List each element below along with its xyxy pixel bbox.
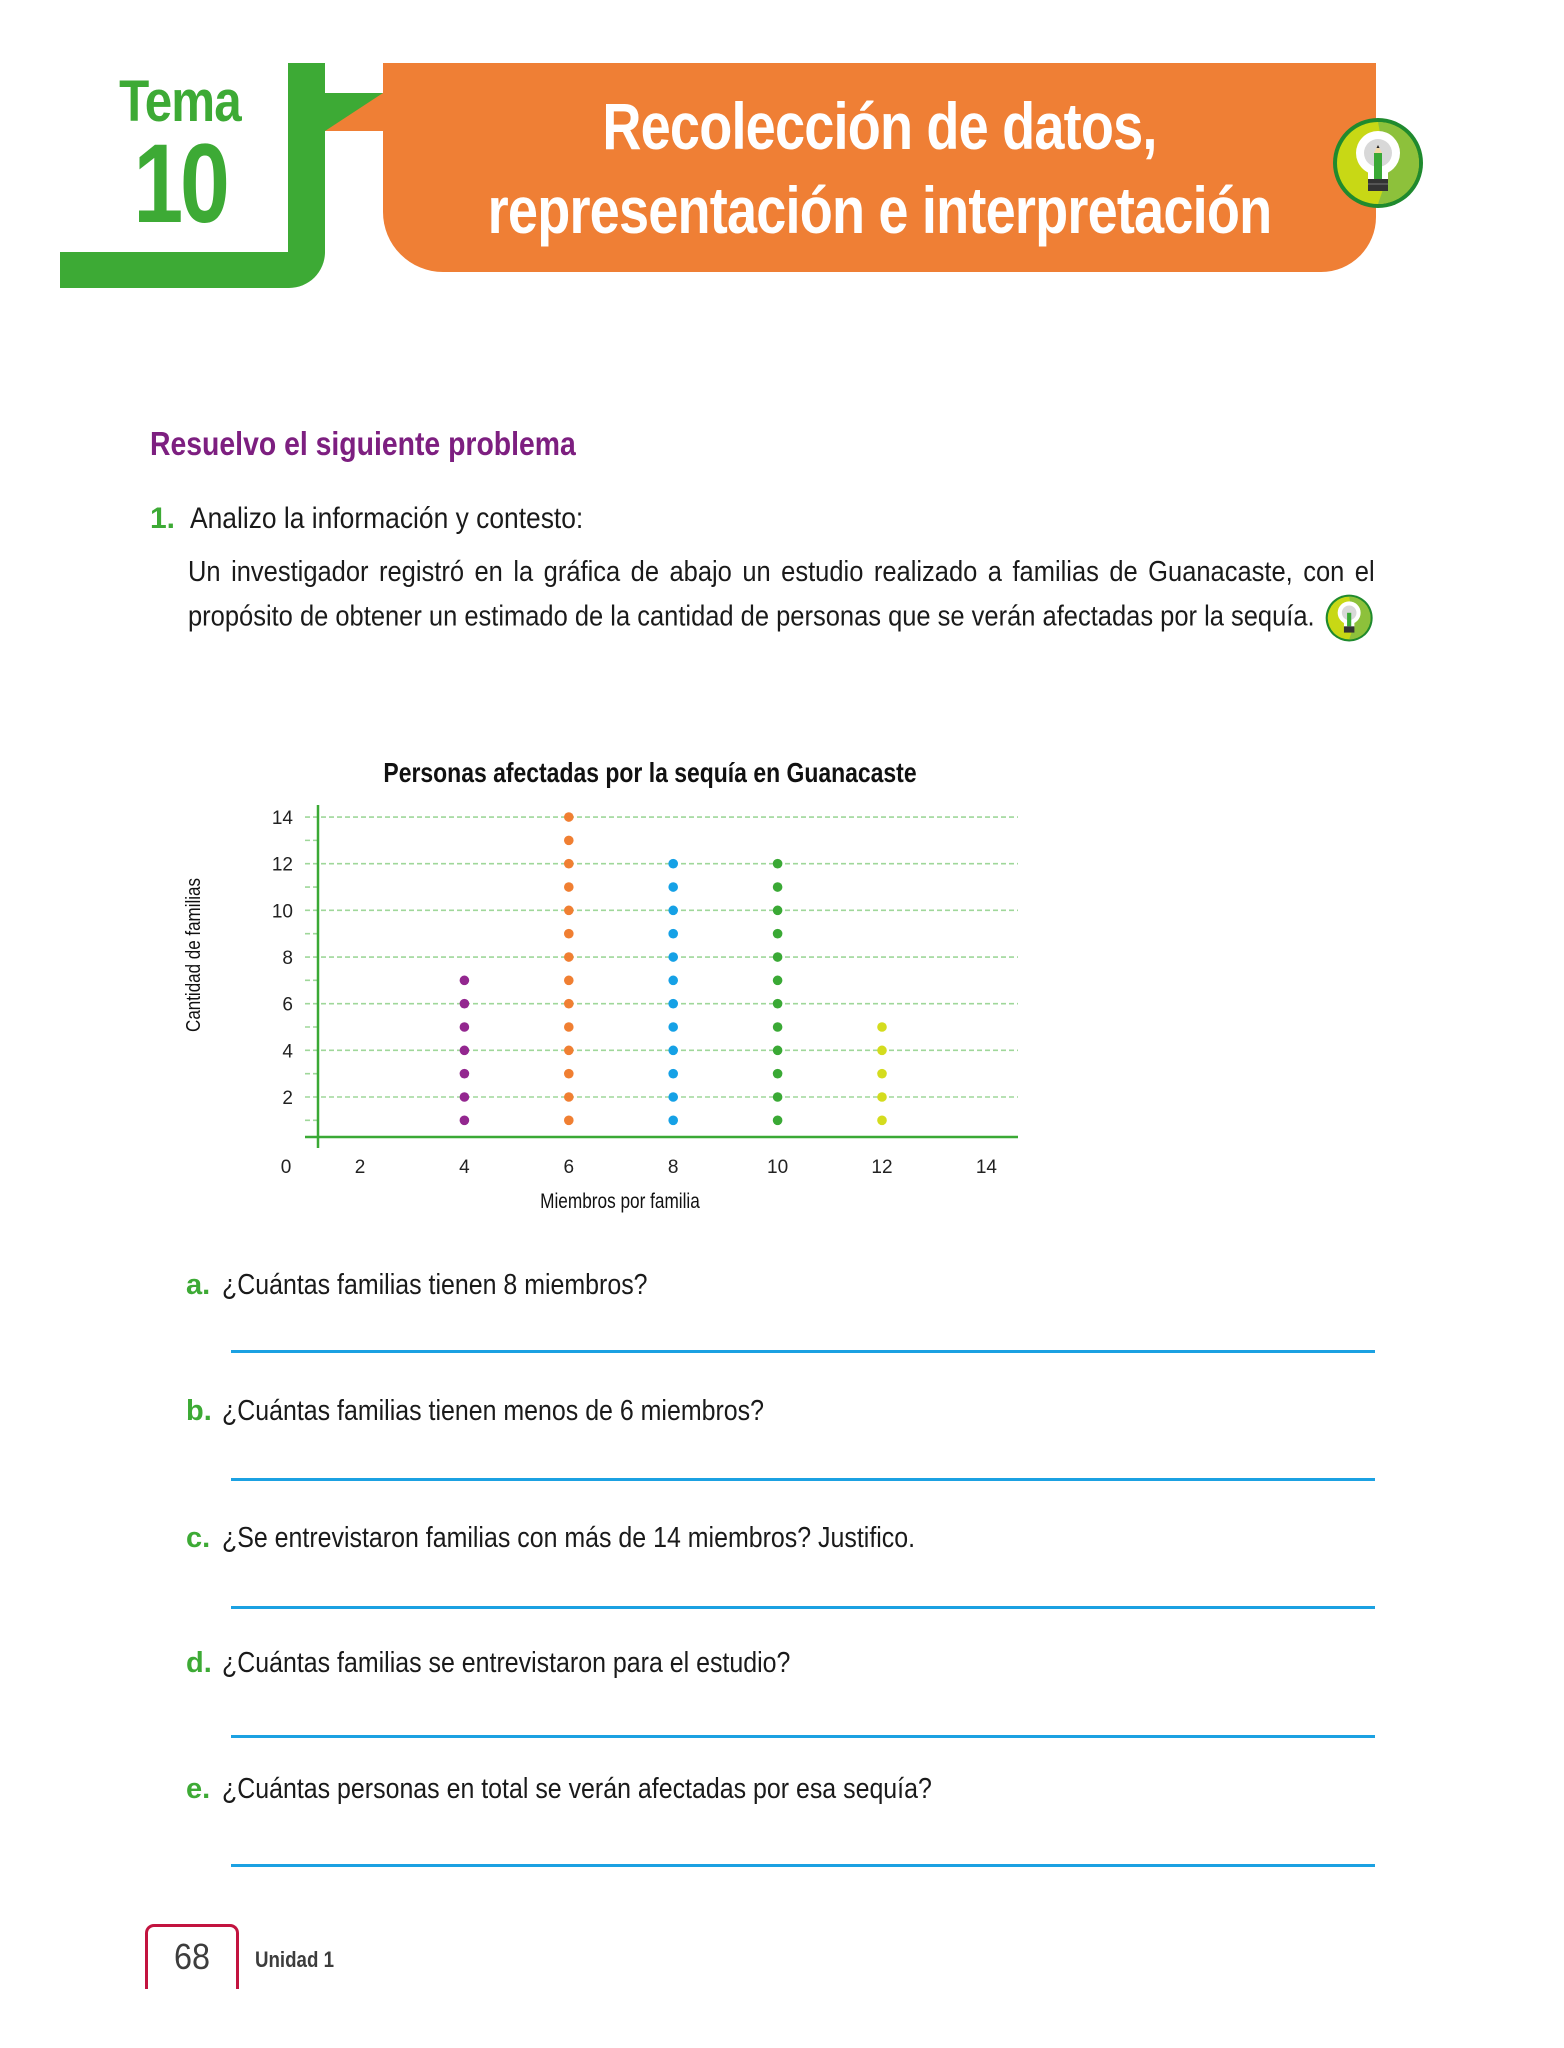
question-text: ¿Cuántas familias tienen 8 miembros? xyxy=(222,1269,648,1301)
data-dot-x10 xyxy=(773,1092,783,1102)
data-dot-x6 xyxy=(564,1046,574,1056)
x-tick-label: 6 xyxy=(563,1157,575,1178)
y-tick-label: 2 xyxy=(282,1088,293,1109)
question-letter: d. xyxy=(186,1647,212,1679)
data-dot-x6 xyxy=(564,976,574,986)
answer-line[interactable] xyxy=(231,1350,1375,1353)
data-dot-x10 xyxy=(773,929,783,939)
answer-line[interactable] xyxy=(231,1864,1375,1867)
data-dot-x4 xyxy=(460,1022,470,1032)
x-tick-label: 10 xyxy=(767,1157,789,1178)
chart-title: Personas afectadas por la sequía en Guanacaste xyxy=(383,757,917,789)
data-dot-x8 xyxy=(668,859,678,869)
data-dot-x10 xyxy=(773,1046,783,1056)
x-tick-label: 2 xyxy=(354,1157,366,1178)
data-dot-x8 xyxy=(668,929,678,939)
y-tick-label: 4 xyxy=(282,1041,293,1063)
question-text: ¿Cuántas familias se entrevistaron para el estudio? xyxy=(222,1647,791,1679)
data-dot-x4 xyxy=(460,999,470,1009)
chart-y-axis-label: Cantidad de familias xyxy=(181,878,205,1032)
data-dot-x4 xyxy=(460,1092,470,1102)
y-tick-label: 6 xyxy=(282,994,293,1016)
data-dot-x6 xyxy=(564,836,574,846)
answer-line[interactable] xyxy=(231,1478,1375,1481)
data-dot-x4 xyxy=(460,976,470,986)
chart-x-axis-label: Miembros por familia xyxy=(540,1190,700,1214)
topic-title-line-1: Recolección de datos, xyxy=(602,89,1157,163)
data-dot-x4 xyxy=(460,1116,470,1126)
data-dot-x6 xyxy=(564,812,574,822)
data-dot-x6 xyxy=(564,952,574,962)
data-dot-x6 xyxy=(564,882,574,892)
chart-dots xyxy=(460,812,887,1125)
data-dot-x8 xyxy=(668,906,678,916)
x-tick-label: 0 xyxy=(280,1157,292,1178)
data-dot-x10 xyxy=(773,906,783,916)
problem-text-body: Un investigador registró en la gráfica de abajo un estudio realizado a familias de Guanacaste, con el propósito de obtener un estimado de la cantidad de personas que se verán afectadas por la sequía. xyxy=(188,556,1375,633)
data-dot-x8 xyxy=(668,976,678,986)
data-dot-x6 xyxy=(564,1022,574,1032)
data-dot-x6 xyxy=(564,859,574,869)
x-tick-label: 4 xyxy=(459,1157,470,1178)
data-dot-x10 xyxy=(773,976,783,986)
y-tick-label: 10 xyxy=(271,901,293,923)
topic-number: 10 xyxy=(133,121,227,246)
data-dot-x10 xyxy=(773,1022,783,1032)
data-dot-x6 xyxy=(564,929,574,939)
data-dot-x10 xyxy=(773,882,783,892)
data-dot-x10 xyxy=(773,999,783,1009)
question-letter: e. xyxy=(186,1773,211,1805)
data-dot-x8 xyxy=(668,1116,678,1126)
data-dot-x10 xyxy=(773,1116,783,1126)
question-text: ¿Se entrevistaron familias con más de 14 miembros? Justifico. xyxy=(222,1522,916,1554)
question-letter: c. xyxy=(186,1522,211,1554)
item-instruction: Analizo la información y contesto: xyxy=(190,502,584,535)
data-dot-x8 xyxy=(668,1092,678,1102)
data-dot-x8 xyxy=(668,999,678,1009)
question-letter: a. xyxy=(186,1269,211,1301)
y-tick-label: 8 xyxy=(282,948,293,970)
y-tick-label: 12 xyxy=(271,854,293,876)
page-number-box xyxy=(145,1924,239,1989)
data-dot-x12 xyxy=(877,1092,887,1102)
data-dot-x6 xyxy=(564,1116,574,1126)
topic-label: Tema xyxy=(119,69,241,134)
question-letter: b. xyxy=(186,1395,212,1427)
question-text: ¿Cuántas familias tienen menos de 6 miembros? xyxy=(222,1395,765,1427)
data-dot-x12 xyxy=(877,1116,887,1126)
data-dot-x10 xyxy=(773,952,783,962)
x-tick-label: 12 xyxy=(871,1157,893,1178)
x-tick-label: 8 xyxy=(667,1157,679,1178)
page-number: 68 xyxy=(173,1936,211,1977)
data-dot-x12 xyxy=(877,1046,887,1056)
data-dot-x10 xyxy=(773,859,783,869)
data-dot-x4 xyxy=(460,1069,470,1079)
data-dot-x4 xyxy=(460,1046,470,1056)
data-dot-x6 xyxy=(564,1092,574,1102)
chart-gridlines xyxy=(305,817,1018,1120)
data-dot-x6 xyxy=(564,999,574,1009)
answer-line[interactable] xyxy=(231,1735,1375,1738)
data-dot-x8 xyxy=(668,882,678,892)
data-dot-x8 xyxy=(668,1022,678,1032)
answer-line[interactable] xyxy=(231,1606,1375,1609)
data-dot-x6 xyxy=(564,1069,574,1079)
data-dot-x8 xyxy=(668,952,678,962)
data-dot-x12 xyxy=(877,1069,887,1079)
data-dot-x8 xyxy=(668,1069,678,1079)
data-dot-x8 xyxy=(668,1046,678,1056)
x-tick-label: 14 xyxy=(975,1157,997,1178)
data-dot-x10 xyxy=(773,1069,783,1079)
section-heading: Resuelvo el siguiente problema xyxy=(150,425,576,462)
topic-title-line-2: representación e interpretación xyxy=(487,173,1272,247)
unit-label: Unidad 1 xyxy=(255,1947,334,1972)
y-tick-label: 14 xyxy=(271,808,293,830)
data-dot-x6 xyxy=(564,906,574,916)
question-text: ¿Cuántas personas en total se verán afectadas por esa sequía? xyxy=(222,1773,932,1805)
item-number: 1. xyxy=(150,502,176,535)
data-dot-x12 xyxy=(877,1022,887,1032)
